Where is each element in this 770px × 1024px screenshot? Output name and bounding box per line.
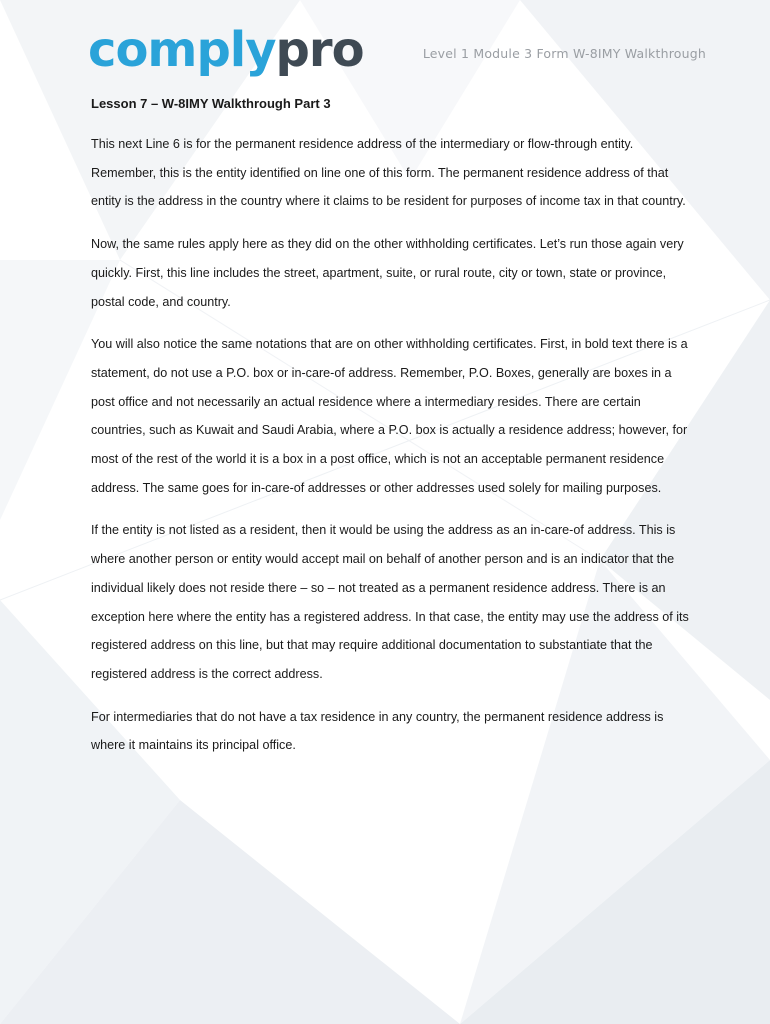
lesson-title: Lesson 7 – W-8IMY Walkthrough Part 3 [91, 96, 331, 111]
paragraph: Now, the same rules apply here as they did on the other withholding certificates. Let’s run those again very quickly. First, this line includes the street, apartment, suite, or rural route, city or town, state or province, postal code, and country. [91, 237, 684, 309]
paragraph: For intermediaries that do not have a tax residence in any country, the permanent residence address is where it maintains its principal office. [91, 709, 664, 753]
paragraph: You will also notice the same notations that are on other withholding certificates. First, in bold text there is a statement, do not use a P.O. box or in-care-of address. Remember, P.O. Boxes, generally are boxes in a post office and not necessarily an actual residence where a intermediary resides. There are certain countries, such as Kuwait and Saudi Arabia, where a P.O. box is actually a residence address; however, for most of the rest of the world it is a box in a post office, which is not an acceptable permanent residence address. The same goes for in-care-of addresses or other addresses used solely for mailing purposes. [91, 337, 688, 495]
paragraph: If the entity is not listed as a resident, then it would be using the address as an in-care-of address. This is where another person or entity would accept mail on behalf of another person and is an indicator that the individual likely does not reside there – so – not treated as a permanent residence address. There is an exception here where the entity has a registered address. In that case, the entity may use the address of its registered address on this line, but that may require additional documentation to substantiate that the registered address is the correct address. [91, 523, 689, 681]
logo-comply: comply [88, 22, 276, 78]
header-breadcrumb: Level 1 Module 3 Form W-8IMY Walkthrough [422, 46, 706, 61]
logo-pro: pro [275, 22, 364, 78]
document-body [91, 94, 691, 774]
logo [88, 22, 364, 78]
paragraph: This next Line 6 is for the permanent residence address of the intermediary or flow-through entity. Remember, this is the entity identified on line one of this form. The permanent residence address of that entity is the address in the country where it claims to be resident for purposes of income tax in that country. [91, 137, 686, 209]
